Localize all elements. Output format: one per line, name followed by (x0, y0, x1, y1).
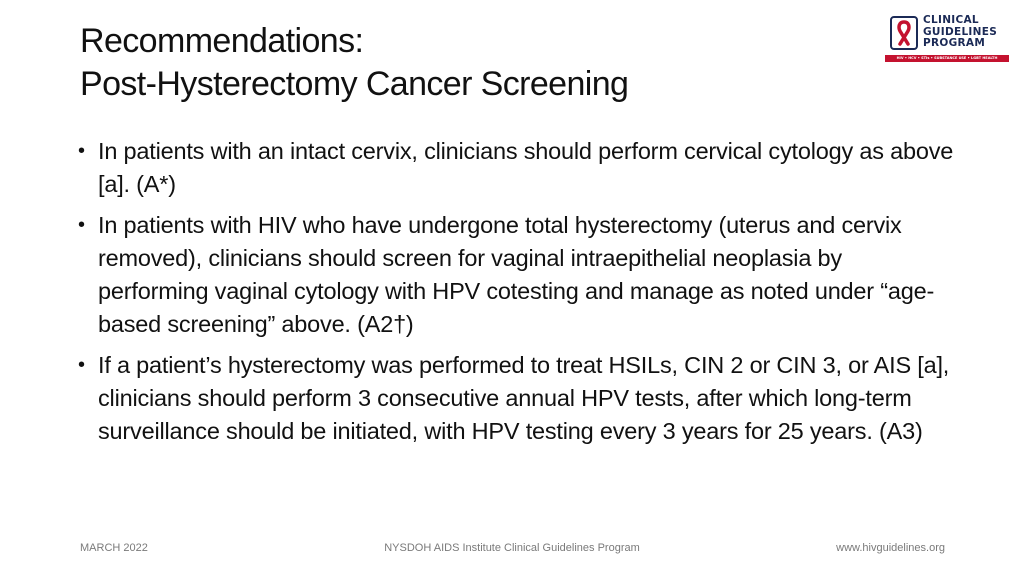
list-item (78, 135, 958, 201)
recommendation-list (78, 135, 958, 456)
slide-title-line2: Post-Hysterectomy Cancer Screening (80, 65, 629, 103)
footer-website: www.hivguidelines.org (836, 542, 945, 554)
logo-line2: GUIDELINES (923, 25, 998, 38)
logo-text (923, 15, 997, 50)
bullet-text: In patients with HIV who have undergone total hysterectomy (uterus and cervix removed), clinicians should screen for vaginal intraepithelial neoplasia by performing vaginal cytology with HPV cotesting and manage as noted under “age-based screening” above. (A2†) (98, 212, 935, 337)
footer-date: MARCH 2022 (80, 542, 148, 554)
slide-title (80, 20, 628, 106)
bullet-text: If a patient’s hysterectomy was performed to treat HSILs, CIN 2 or CIN 3, or AIS [a], clinicians should perform 3 consecutive annual HPV tests, after which long-term surveillance should be initiated, with HPV testing every 3 years for 25 years. (A3) (98, 352, 950, 444)
logo-tagline: HIV • HCV • STIs • SUBSTANCE USE • LGBT HEALTH (885, 55, 1009, 62)
bullet-icon: • (78, 214, 85, 236)
list-item (78, 209, 958, 341)
logo-line3: PROGRAM (923, 37, 986, 49)
bullet-text: In patients with an intact cervix, clinicians should perform cervical cytology as above [a]. (A*) (98, 138, 954, 197)
bullet-icon: • (78, 354, 85, 376)
footer-program: NYSDOH AIDS Institute Clinical Guidelines Program (384, 542, 640, 554)
slide-title-line1: Recommendations: (80, 22, 364, 60)
bullet-icon: • (78, 140, 85, 162)
red-ribbon-icon (890, 16, 918, 50)
clinical-guidelines-logo (885, 14, 1009, 64)
logo-line1: CLINICAL (923, 14, 979, 26)
list-item (78, 349, 958, 448)
